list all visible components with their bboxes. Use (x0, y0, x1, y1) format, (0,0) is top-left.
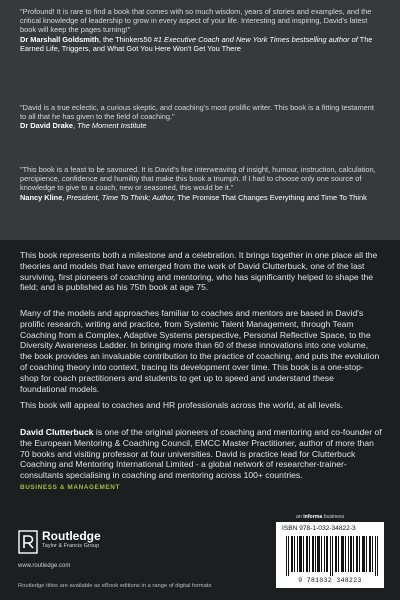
barcode-icon (286, 536, 380, 576)
endorsement-text: "Profound! It is rare to find a book that comes with so much wisdom, years of stories and examples, and the critical knowledge of leadership to grow in every aspect of your life. Interesting and inspiring, David's latest book will keep the pages turning!" (20, 7, 372, 35)
endorsement-attribution: Nancy Kline, President, Time To Think; Author, The Promise That Changes Everything and Time To Think (20, 192, 367, 202)
subject-category: BUSINESS & MANAGEMENT (20, 484, 120, 491)
publisher-name: Routledge (42, 529, 101, 543)
publisher-group: Taylor & Francis Group (42, 543, 100, 549)
endorsements-panel (0, 0, 400, 240)
publisher-url: www.routledge.com (18, 563, 71, 569)
description-paragraph-3: This book will appeal to coaches and HR professionals across the world, at all levels. (20, 400, 343, 410)
isbn-label: ISBN 978-1-032-34822-3 (282, 525, 356, 532)
description-paragraph-1: This book represents both a milestone and a celebration. It brings together in one place all the theories and models that have emerged from the work of David Clutterbuck, one of the last surviving, first pioneers of coaching and mentoring, who has significantly helped to shape the field; and is published as his 75th book at age 75. (20, 250, 378, 293)
endorsement-attribution: Dr David Drake, The Moment Institute (20, 121, 147, 131)
endorsement-1 (20, 7, 382, 53)
publisher-footer (0, 508, 400, 600)
endorsement-text: "This book is a feast to be savoured. It is David's fine interweaving of insight, humour, instruction, calculation, percipience, confidence and humility that make this book a triumph. If I had to choose only one source of knowledge to give to a coach, new or seasoned, this would be it." (20, 165, 376, 193)
ebook-note: Routledge titles are available as eBook editions in a range of digital formats (18, 583, 212, 589)
barcode-number: 9 781032 348223 (298, 577, 362, 584)
endorsement-3 (20, 165, 382, 202)
routledge-logo-icon (18, 530, 38, 554)
informa-tagline: an informa business (296, 514, 345, 520)
endorsement-2 (20, 103, 382, 131)
author-bio: David Clutterbuck is one of the original pioneers of coaching and mentoring and co-founder of the European Mentoring & Coaching Council, EMCC Master Practitioner, author of more than 70 books and visiting professor at four universities. David is practice lead for Clutterbuck Coaching and Mentoring International Limited - a global network of researcher-trainer-consultants specialising in coaching and mentoring across 100+ countries. (20, 427, 382, 481)
endorsement-attribution: Dr Marshall Goldsmith, the Thinkers50 #1 Executive Coach and New York Times bestselling author of The Earned Life, Triggers, and What Got You Here Won't Get You There (20, 34, 373, 53)
author-name: David Clutterbuck (20, 427, 94, 437)
description-paragraph-2: Many of the models and approaches familiar to coaches and mentors are based in David's prolific research, writing and practice, from Systemic Talent Management, through Team Coaching from a Complex, Adaptive Systems perspective, Personal Reflective Space, to the Diversity Awareness Ladder. In bringing more than 60 of these innovations into one volume, the book provides an invaluable contribution to the practice of coaching, and puts the evolution of coaching theory into context, tracing its development over time. This book is a one-stop-shop for coach practitioners and students to get up to speed and understand these foundational models. (20, 308, 380, 394)
endorsement-text: "David is a true eclectic, a curious skeptic, and coaching's most prolific writer. This book is a fitting testament to all that he has given to the field of coaching." (20, 103, 374, 122)
isbn-barcode (276, 522, 384, 588)
